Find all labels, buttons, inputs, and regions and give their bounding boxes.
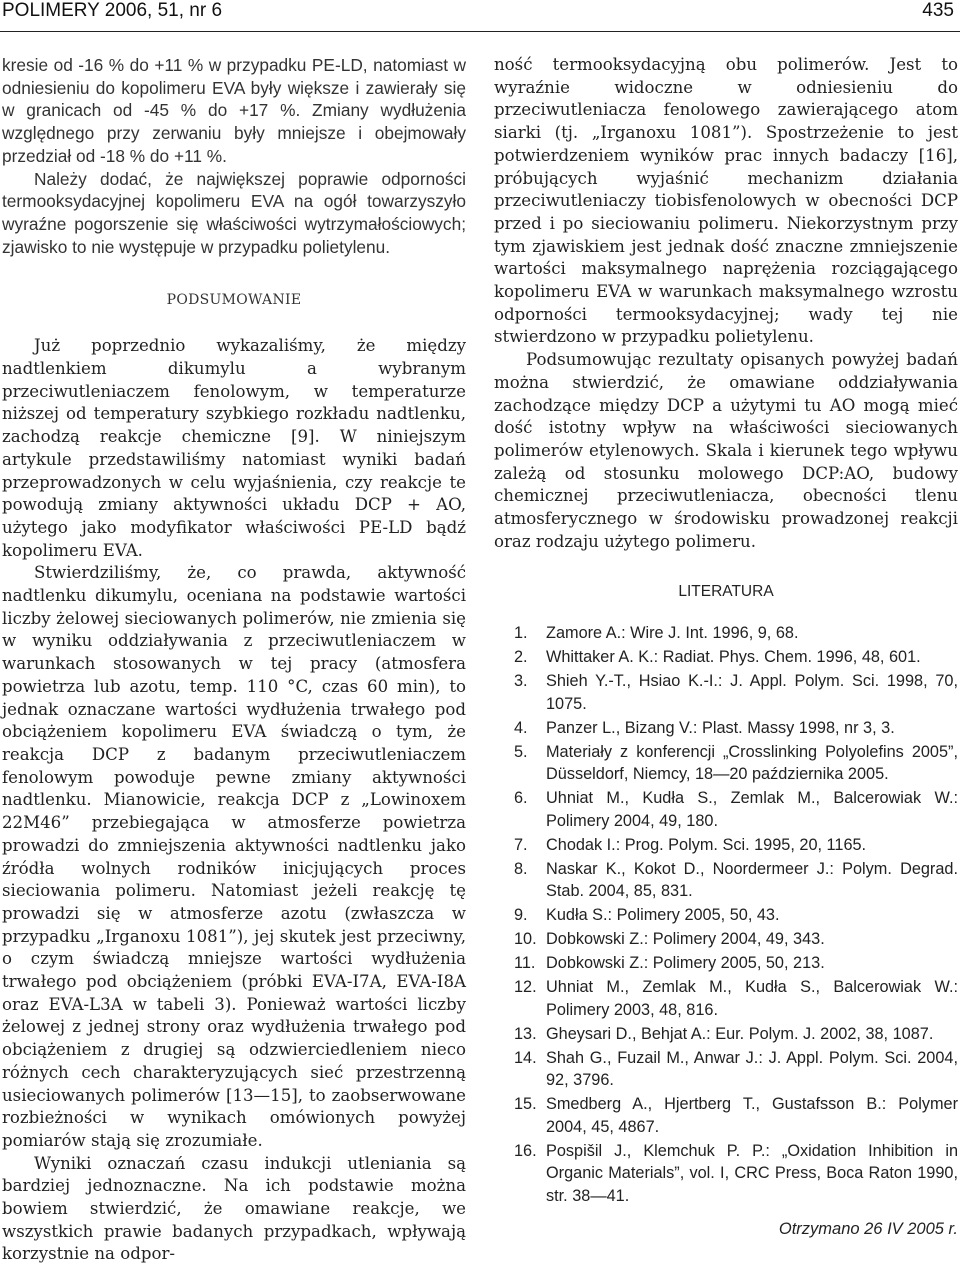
reference-item	[494, 670, 958, 715]
reference-item	[494, 787, 958, 832]
reference-item	[494, 928, 958, 951]
reference-number: 2.	[514, 648, 528, 667]
received-date: Otrzymano 26 IV 2005 r.	[778, 1220, 958, 1239]
reference-number: 15.	[514, 1095, 537, 1114]
reference-item	[494, 717, 958, 740]
reference-text: Chodak I.: Prog. Polym. Sci. 1995, 20, 1165.	[546, 835, 867, 854]
reference-text: Dobkowski Z.: Polimery 2005, 50, 213.	[546, 954, 825, 973]
reference-item	[494, 858, 958, 903]
reference-number: 11.	[514, 954, 536, 973]
reference-item	[494, 952, 958, 975]
reference-item	[494, 622, 958, 645]
reference-number: 6.	[514, 789, 528, 808]
reference-item	[494, 1093, 958, 1138]
journal-citation: POLIMERY 2006, 51, nr 6	[2, 0, 223, 21]
reference-number: 7.	[514, 835, 528, 854]
paragraph: Należy dodać, że największej poprawie odporności termooksydacyjnej kopolimeru EVA na ogół towarzyszyło wyraźne pogorszenie się właściwości wytrzymałościowych; zjawisko to nie występuje w przypadku polietylenu.	[2, 168, 466, 257]
reference-number: 8.	[514, 859, 528, 878]
reference-item	[494, 834, 958, 857]
reference-text: Smedberg A., Hjertberg T., Gustafsson B.: Polymer 2004, 45, 4867.	[546, 1095, 958, 1136]
reference-number: 4.	[514, 718, 528, 737]
paragraph: Wyniki oznaczań czasu indukcji utleniania są bardziej jednoznaczne. Na ich podstawie można bowiem stwierdzić, że omawiane reakcje, we wszystkich prawie badanych przypadkach, wpływają korzystnie na odpor-	[2, 1153, 466, 1264]
reference-number: 14.	[514, 1048, 537, 1067]
paragraph: Stwierdziliśmy, że, co prawda, aktywność nadtlenku dikumylu, oceniana na podstawie wartości liczby żelowej sieciowanych polimerów, nie zmienia się w wyniku oddziaływania z przeciwutleniaczem w warunkach stosowanych w tej pracy (atmosfera powietrza lub azotu, temp. 110 °C, czas 60 min), to jednak oznaczane wartości wydłużenia trwałego pod obciążeniem kopolimeru EVA świadczą o tym, że reakcja DCP z badanym przeciwutleniaczem fenolowym powoduje pewne zmiany aktywności nadtlenku. Mianowicie, reakcja DCP z „Lowinoxem 22M46” przebiegająca w atmosferze powietrza prowadzi do zmniejszenia aktywności nadtlenku jako źródła wolnych rodników inicjujących proces sieciowania polimeru. Natomiast jeżeli reakcję tę prowadzi się w atmosferze azotu (zwłaszcza w przypadku „Irganoxu 1081”), jej skutek jest przeciwny, o czym świadczą mniejsze wartości wydłużenia trwałego pod obciążeniem (próbki EVA-I7A, EVA-I8A oraz EVA-L3A w tabeli 3). Ponieważ wartości liczby żelowej z jednej strony oraz wydłużenia trwałego pod obciążeniem z drugiej są odzwierciedleniem nieco różnych cech charakteryzujących sieć przestrzenną usieciowanych polimerów [13—15], to zaobserwowane rozbieżności w wynikach omówionych powyżej pomiarów stają się zrozumiałe.	[2, 563, 466, 1150]
reference-number: 9.	[514, 906, 528, 925]
reference-text: Kudła S.: Polimery 2005, 50, 43.	[546, 906, 780, 925]
reference-list	[494, 622, 958, 1207]
reference-number: 3.	[514, 672, 528, 691]
reference-item	[494, 976, 958, 1021]
reference-text: Naskar K., Kokot D., Noordermeer J.: Polym. Degrad. Stab. 2004, 85, 831.	[546, 859, 958, 901]
right-column	[494, 54, 958, 1239]
reference-text: Uhniat M., Kudła S., Zemlak M., Balcerowiak W.: Polimery 2004, 49, 180.	[546, 789, 958, 830]
reference-item	[494, 904, 958, 927]
reference-number: 16.	[514, 1141, 537, 1160]
reference-number: 10.	[514, 930, 537, 949]
reference-text: Shieh Y.-T., Hsiao K.-I.: J. Appl. Polym. Sci. 1998, 70, 1075.	[546, 672, 958, 713]
literature-heading: LITERATURA	[678, 583, 774, 601]
paragraph: Podsumowując rezultaty opisanych powyżej badań można stwierdzić, że omawiane oddziaływania zachodzące między DCP a użytymi tu AO mogą mieć dość istotny wpływ na właściwości sieciowanych polimerów etylenowych. Skala i kierunek tego wpływu zależą od stosunku molowego DCP:AO, budowy chemicznej przeciwutleniacza, obecności tlenu atmosferycznego w środowisku prowadzonej reakcji oraz rodzaju użytego polimeru.	[494, 350, 958, 551]
paragraph: ność termooksydacyjną obu polimerów. Jest to wyraźnie widoczne w odniesieniu do przeciwutleniacza fenolowego zawierającego atom siarki (tj. „Irganoxu 1081”). Spostrzeżenie to jest potwierdzeniem wyników prac innych badaczy [16], próbujących wyjaśnić mechanizm działania przeciwutleniaczy tiobisfenolowych w obecności DCP przed i po sieciowaniu polimeru. Niekorzystnym przy tym zjawiskiem jest jednak dość znaczne zmniejszenie wartości maksymalnego naprężenia rozciągającego kopolimeru EVA w warunkach maksymalnego wzrostu odporności termooksydacyjnej; wady tej nie stwierdzono w przypadku polietylenu.	[494, 55, 958, 347]
reference-text: Gheysari D., Behjat A.: Eur. Polym. J. 2002, 38, 1087.	[546, 1024, 934, 1043]
reference-item	[494, 1140, 958, 1208]
left-column	[2, 54, 466, 1266]
reference-item	[494, 1023, 958, 1046]
reference-text: Uhniat M., Zemlak M., Kudła S., Balcerowiak W.: Polimery 2003, 48, 816.	[546, 978, 958, 1019]
reference-text: Whittaker A. K.: Radiat. Phys. Chem. 1996, 48, 601.	[546, 648, 921, 667]
reference-text: Zamore A.: Wire J. Int. 1996, 9, 68.	[546, 624, 799, 643]
reference-number: 5.	[514, 742, 528, 761]
reference-text: Pospišil J., Klemchuk P. P.: „Oxidation Inhibition in Organic Materials”, vol. I, CRC Press, Boca Raton 1990, str. 38—41.	[546, 1141, 958, 1205]
reference-item	[494, 1047, 958, 1092]
header-rule	[0, 31, 960, 32]
section-heading: PODSUMOWANIE	[166, 292, 302, 309]
reference-text: Dobkowski Z.: Polimery 2004, 49, 343.	[546, 930, 825, 949]
reference-text: Materiały z konferencji „Crosslinking Polyolefins 2005”, Düsseldorf, Niemcy, 18—20 października 2005.	[546, 742, 958, 784]
reference-text: Shah G., Fuzail M., Anwar J.: J. Appl. Polym. Sci. 2004, 92, 3796.	[546, 1048, 958, 1090]
reference-text: Panzer L., Bizang V.: Plast. Massy 1998, nr 3, 3.	[546, 718, 895, 737]
paragraph: Już poprzednio wykazaliśmy, że między nadtlenkiem dikumylu a wybranym przeciwutleniaczem fenolowym, w temperaturze niższej od temperatury szybkiego rozkładu nadtlenku, zachodzą reakcje chemiczne [9]. W niniejszym artykule przedstawiliśmy natomiast wyniki badań przeprowadzonych w celu wyjaśnienia, czy reakcje te powodują zmiany aktywności układu DCP + AO, użytego jako modyfikator właściwości PE-LD bądź kopolimeru EVA.	[2, 336, 466, 560]
reference-item	[494, 646, 958, 669]
reference-number: 13.	[514, 1024, 537, 1043]
reference-number: 12.	[514, 978, 537, 997]
reference-item	[494, 741, 958, 786]
paragraph: kresie od -16 % do +11 % w przypadku PE-LD, natomiast w odniesieniu do kopolimeru EVA były większe i zawierały się w granicach od -45 % do +17 %. Zmiany wydłużenia względnego przy zerwaniu były mniejsze i obejmowały przedział od -18 % do +11 %.	[2, 55, 466, 166]
page-header	[0, 0, 960, 26]
reference-number: 1.	[514, 624, 528, 643]
page-number: 435	[922, 0, 954, 21]
